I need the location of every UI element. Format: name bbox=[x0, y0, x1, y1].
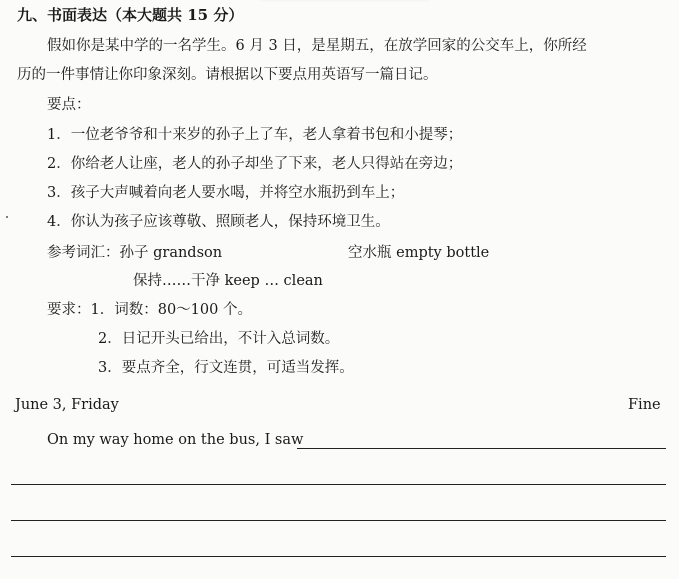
answer-line bbox=[11, 484, 666, 485]
answer-line bbox=[11, 556, 666, 557]
point-item: 3．孩子大声喊着向老人要水喝，并将空水瓶扔到车上； bbox=[47, 185, 405, 201]
prompt-line-2: 历的一件事情让你印象深刻。请根据以下要点用英语写一篇日记。 bbox=[17, 67, 438, 83]
points-label: 要点： bbox=[47, 97, 91, 113]
point-item: 1．一位老爷爷和十来岁的孙子上了车，老人拿着书包和小提琴； bbox=[47, 127, 463, 143]
diary-weather: Fine bbox=[628, 397, 661, 413]
diary-opening: On my way home on the bus, I saw bbox=[47, 432, 304, 448]
requirement-item: 3．要点齐全，行文连贯，可适当发挥。 bbox=[98, 360, 354, 376]
section-heading: 九、书面表达（本大题共 15 分） bbox=[17, 6, 244, 24]
prompt-line-1: 假如你是某中学的一名学生。6 月 3 日，是星期五，在放学回家的公交车上，你所经 bbox=[47, 38, 587, 54]
answer-line bbox=[297, 448, 666, 449]
vocab-keep-clean: 保持……干净 keep … clean bbox=[133, 273, 323, 289]
point-item: 4．你认为孩子应该尊敬、照顾老人，保持环境卫生。 bbox=[47, 214, 390, 230]
diary-date: June 3, Friday bbox=[15, 397, 119, 413]
vocab-empty-bottle: 空水瓶 empty bottle bbox=[348, 245, 490, 261]
scan-artifact bbox=[260, 0, 430, 2]
requirement-item: 2．日记开头已给出，不计入总词数。 bbox=[98, 331, 340, 347]
scan-speck bbox=[6, 216, 8, 218]
point-item: 2．你给老人让座，老人的孙子却坐了下来，老人只得站在旁边； bbox=[47, 156, 463, 172]
answer-line bbox=[11, 520, 666, 521]
requirement-item: 要求：1．词数：80～100 个。 bbox=[47, 302, 252, 318]
vocab-grandson: 参考词汇：孙子 grandson bbox=[47, 245, 223, 261]
